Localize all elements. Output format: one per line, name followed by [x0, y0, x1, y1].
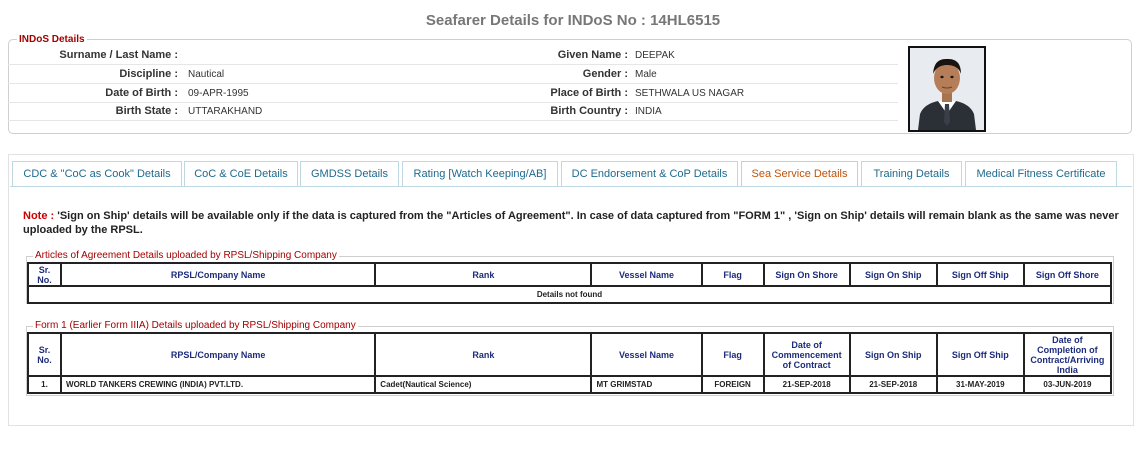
dob-label: Date of Birth :	[105, 87, 178, 99]
form1-legend: Form 1 (Earlier Form IIIA) Details uploaded by RPSL/Shipping Company	[35, 320, 356, 331]
sr-no-cell: 1.	[28, 376, 61, 393]
table-row	[28, 376, 1111, 393]
col-rank: Rank	[375, 263, 591, 286]
indos-number: 14HL6515	[650, 12, 721, 29]
birth-state-label: Birth State :	[115, 105, 178, 117]
col-vessel-name: Vessel Name	[591, 263, 701, 286]
col-sign-on-ship: Sign On Ship	[850, 263, 937, 286]
rank-cell: Cadet(Nautical Science)	[375, 376, 591, 393]
indos-row-discipline	[8, 65, 898, 84]
col-sign-on-ship: Sign On Ship	[850, 333, 937, 376]
given-name-value: DEEPAK	[635, 50, 675, 61]
col-sr-no: Sr. No.	[28, 333, 61, 376]
flag-cell: FOREIGN	[702, 376, 764, 393]
details-not-found-message: Details not found	[28, 286, 1111, 303]
gender-label: Gender :	[582, 68, 628, 80]
surname-label: Surname / Last Name :	[59, 49, 178, 61]
articles-table	[27, 262, 1112, 304]
given-name-label: Given Name :	[557, 49, 628, 61]
form1-table	[27, 332, 1112, 394]
birth-country-label: Birth Country :	[550, 105, 628, 117]
page-title	[0, 12, 1146, 29]
col-sign-off-ship: Sign Off Ship	[937, 333, 1024, 376]
col-sign-off-ship: Sign Off Ship	[937, 263, 1024, 286]
place-of-birth-label: Place of Birth :	[550, 87, 628, 99]
birth-state-value: UTTARAKHAND	[188, 106, 263, 117]
birth-country-value: INDIA	[635, 106, 662, 117]
articles-empty-row	[28, 286, 1111, 303]
indos-row-birth	[8, 84, 898, 103]
tab-sea-service[interactable]: Sea Service Details	[741, 161, 858, 186]
sign-off-ship-cell: 31-MAY-2019	[937, 376, 1024, 393]
col-commencement-date: Date of Commencement of Contract	[764, 333, 850, 376]
articles-legend: Articles of Agreement Details uploaded by RPSL/Shipping Company	[35, 250, 337, 261]
col-vessel-name: Vessel Name	[591, 333, 701, 376]
person-photo-icon	[910, 48, 984, 130]
indos-row-state	[8, 102, 898, 121]
tab-cdc-coc-cook[interactable]: CDC & "CoC as Cook" Details	[12, 161, 182, 186]
note-text: 'Sign on Ship' details will be available only if the data is captured from the "Articles of Agreement". In case of data captured from "FORM 1" , 'Sign on Ship' details will remain blank as the same was never uploaded by the RPSL.	[23, 210, 1119, 236]
articles-header-row	[28, 263, 1111, 286]
col-rpsl-company: RPSL/Company Name	[61, 263, 375, 286]
place-of-birth-value: SETHWALA US NAGAR	[635, 88, 745, 99]
col-flag: Flag	[702, 263, 764, 286]
tab-medical-fitness[interactable]: Medical Fitness Certificate	[965, 161, 1117, 186]
col-completion-date: Date of Completion of Contract/Arriving India	[1024, 333, 1111, 376]
completion-date-cell: 03-JUN-2019	[1024, 376, 1111, 393]
tab-dc-endorsement-cop[interactable]: DC Endorsement & CoP Details	[561, 161, 738, 186]
col-rank: Rank	[375, 333, 591, 376]
discipline-label: Discipline :	[119, 68, 178, 80]
indos-details-legend: INDoS Details	[19, 34, 85, 45]
page-title-prefix: Seafarer Details for INDoS No :	[425, 12, 646, 29]
gender-value: Male	[635, 69, 657, 80]
col-rpsl-company: RPSL/Company Name	[61, 333, 375, 376]
tab-rating-watch-keeping[interactable]: Rating [Watch Keeping/AB]	[402, 161, 558, 186]
commencement-date-cell: 21-SEP-2018	[764, 376, 850, 393]
seafarer-photo	[908, 46, 986, 132]
tab-training[interactable]: Training Details	[861, 161, 962, 186]
col-sign-off-shore: Sign Off Shore	[1024, 263, 1111, 286]
discipline-value: Nautical	[188, 69, 225, 80]
note-label: Note :	[23, 210, 55, 222]
col-sign-on-shore: Sign On Shore	[764, 263, 850, 286]
col-flag: Flag	[702, 333, 764, 376]
vessel-cell: MT GRIMSTAD	[591, 376, 701, 393]
col-sr-no: Sr. No.	[28, 263, 61, 286]
company-cell: WORLD TANKERS CREWING (INDIA) PVT.LTD.	[61, 376, 375, 393]
tab-coc-coe[interactable]: CoC & CoE Details	[184, 161, 298, 186]
tab-gmdss[interactable]: GMDSS Details	[300, 161, 399, 186]
form1-header-row	[28, 333, 1111, 376]
sign-on-note	[23, 209, 1123, 237]
sign-on-ship-cell: 21-SEP-2018	[850, 376, 937, 393]
tab-bar-divider	[10, 186, 1132, 187]
indos-row-name	[8, 46, 898, 65]
dob-value: 09-APR-1995	[188, 88, 249, 99]
